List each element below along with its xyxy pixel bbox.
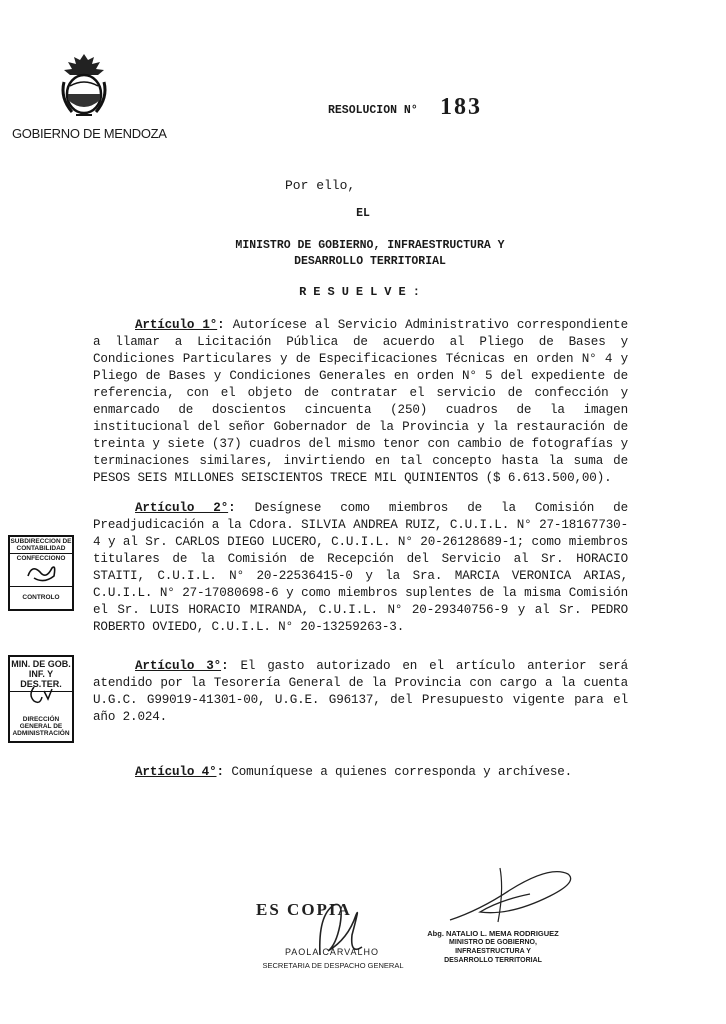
initials-scribble-icon bbox=[24, 562, 58, 584]
stamp1-line1: SUBDIRECCION DE bbox=[10, 538, 72, 545]
stamp1-line2: CONTABILIDAD bbox=[16, 545, 66, 552]
article-4-text: Comuníquese a quienes corresponda y archívese. bbox=[231, 765, 573, 779]
article-2: Artículo 2°: Desígnese como miembros de la Comisión de Preadjudicación a la Cdora. SILVIA ANDREA RUIZ, C.U.I.L. N° 27-18167730-4 y al Sr. CARLOS DIEGO LUCERO, C.U.I.L. N° 20-26128689-1; como miembros titulares de la Comisión de Recepción del Servicio al Sr. HORACIO STAITI, C.U.I.L. N° 20-22536415-0 y la Sra. MARCIA VERONICA ARIAS, C.U.I.L. N° 27-17080698-6 y como miembros suplentes de la misma Comisión el Sr. LUIS HORACIO MIRANDA, C.U.I.L. N° 20-29340756-9 y al Sr. PEDRO ROBERTO OVIEDO, C.U.I.L. N° 20-13259263-3. bbox=[93, 501, 628, 634]
stamp2-line3: DIRECCIÓN bbox=[22, 716, 60, 723]
ministro-heading-line1: MINISTRO DE GOBIERNO, INFRAESTRUCTURA Y bbox=[235, 239, 505, 252]
minister-role-line1: MINISTRO DE GOBIERNO, bbox=[449, 939, 537, 946]
ministro-heading-line2: DESARROLLO TERRITORIAL bbox=[294, 255, 446, 268]
mendoza-crest-icon bbox=[58, 52, 110, 120]
article-2-text: Desígnese como miembros de la Comisión de Preadjudicación a la Cdora. SILVIA ANDREA RUIZ, C.U.I.L. N° 27-18167730-4 y al Sr. CARLOS DIEGO LUCERO, C.U.I.L. N° 20-26128689-1; como miembros titulares de la Comisión de Recepción del Servicio al Sr. HORACIO STAITI, C.U.I.L. N° 20-22536415-0 y la Sra. MARCIA VERONICA ARIAS, C.U.I.L. N° 27-17080698-6 y como miembros suplentes de la misma Comisión el Sr. LUIS HORACIO MIRANDA, C.U.I.L. N° 20-29340756-9 y al Sr. PEDRO ROBERTO OVIEDO, C.U.I.L. N° 20-13259263-3. bbox=[93, 501, 628, 634]
es-copia-stamp: ES COPIA bbox=[256, 900, 352, 919]
stamp1-line3: CONFECCIONO bbox=[16, 555, 66, 562]
por-ello-text: Por ello, bbox=[285, 178, 356, 193]
article-3-label: Artículo 3° bbox=[135, 659, 222, 673]
stamp2-line5: ADMINISTRACIÓN bbox=[12, 730, 70, 737]
left-signatory-role: SECRETARIA DE DESPACHO GENERAL bbox=[262, 961, 404, 970]
article-3-text: El gasto autorizado en el artículo anterior será atendido por la Tesorería General de la Provincia con cargo a la cuenta U.G.C. G99019-41301-00, U.G.E. G96137, del Presupuesto vigente para el año 2.024. bbox=[93, 659, 629, 724]
article-1: Artículo 1°: Autorícese al Servicio Administrativo correspondiente a llamar a Licitación Pública de acuerdo al Pliego de Bases y Condiciones Particulares y de Especificaciones Técnicas en orden N° 4 y Pliego de Bases y Condiciones Generales en orden N° 5 del expediente de referencia, con el objeto de contratar el servicio de confección y enmarcado de doscientos cincuenta (250) cuadros de la imagen institucional del señor Gobernador de la Provincia y la restauración de treinta y siete (37) cuadros del mismo tenor con cambio de fotografías y terminaciones similares, invirtiendo en tal concepto hasta la suma de PESOS SEIS MILLONES SEISCIENTOS TRECE MIL QUINIENTOS ($ 6.613.500,00). bbox=[93, 318, 628, 485]
government-name: GOBIERNO DE MENDOZA bbox=[12, 126, 167, 141]
minister-role-line2: INFRAESTRUCTURA Y bbox=[455, 948, 531, 955]
minister-signature-icon bbox=[440, 860, 580, 930]
stamp2-line2: INF. Y DES.TER. bbox=[20, 669, 62, 689]
stamp1-line4: CONTROLO bbox=[22, 594, 60, 601]
left-signatory-name: PAOLA CARVALHO bbox=[284, 947, 380, 957]
resolution-number: 183 bbox=[440, 94, 482, 120]
article-4-label: Artículo 4° bbox=[135, 765, 217, 779]
article-1-label: Artículo 1° bbox=[135, 318, 218, 332]
minister-signature-block bbox=[418, 929, 568, 965]
el-heading: EL bbox=[356, 207, 370, 220]
article-1-text: Autorícese al Servicio Administrativo correspondiente a llamar a Licitación Pública de acuerdo al Pliego de Bases y Condiciones Particulares y de Especificaciones Técnicas en orden N° 4 y Pliego de Bases y Condiciones Generales en orden N° 5 del expediente de referencia, con el objeto de contratar el servicio de confección y enmarcado de doscientos cincuenta (250) cuadros de la imagen institucional del señor Gobernador de la Provincia y la restauración de treinta y siete (37) cuadros del mismo tenor con cambio de fotografías y terminaciones similares, invirtiendo en tal concepto hasta la suma de PESOS SEIS MILLONES SEISCIENTOS TRECE MIL QUINIENTOS ($ 6.613.500,00). bbox=[93, 318, 628, 485]
article-3: Artículo 3°: El gasto autorizado en el artículo anterior será atendido por la Tesorería General de la Provincia con cargo a la cuenta U.G.C. G99019-41301-00, U.G.E. G96137, del Presupuesto vigente para el año 2.024. bbox=[93, 659, 629, 724]
article-4: Artículo 4°: Comuníquese a quienes corresponda y archívese. bbox=[135, 765, 573, 779]
stamp2-line1: MIN. DE GOB. bbox=[11, 659, 71, 669]
resuelve-heading: RESUELVE: bbox=[299, 285, 427, 299]
administracion-stamp bbox=[8, 655, 74, 743]
contabilidad-stamp bbox=[8, 535, 74, 611]
initials-scribble-icon bbox=[26, 683, 56, 705]
minister-name: Abg. NATALIO L. MEMA RODRIGUEZ bbox=[427, 929, 559, 938]
minister-role-line3: DESARROLLO TERRITORIAL bbox=[444, 957, 542, 964]
article-2-label: Artículo 2° bbox=[135, 501, 229, 515]
resolution-label: RESOLUCION N° bbox=[328, 104, 418, 117]
stamp2-line4: GENERAL DE bbox=[19, 723, 63, 730]
